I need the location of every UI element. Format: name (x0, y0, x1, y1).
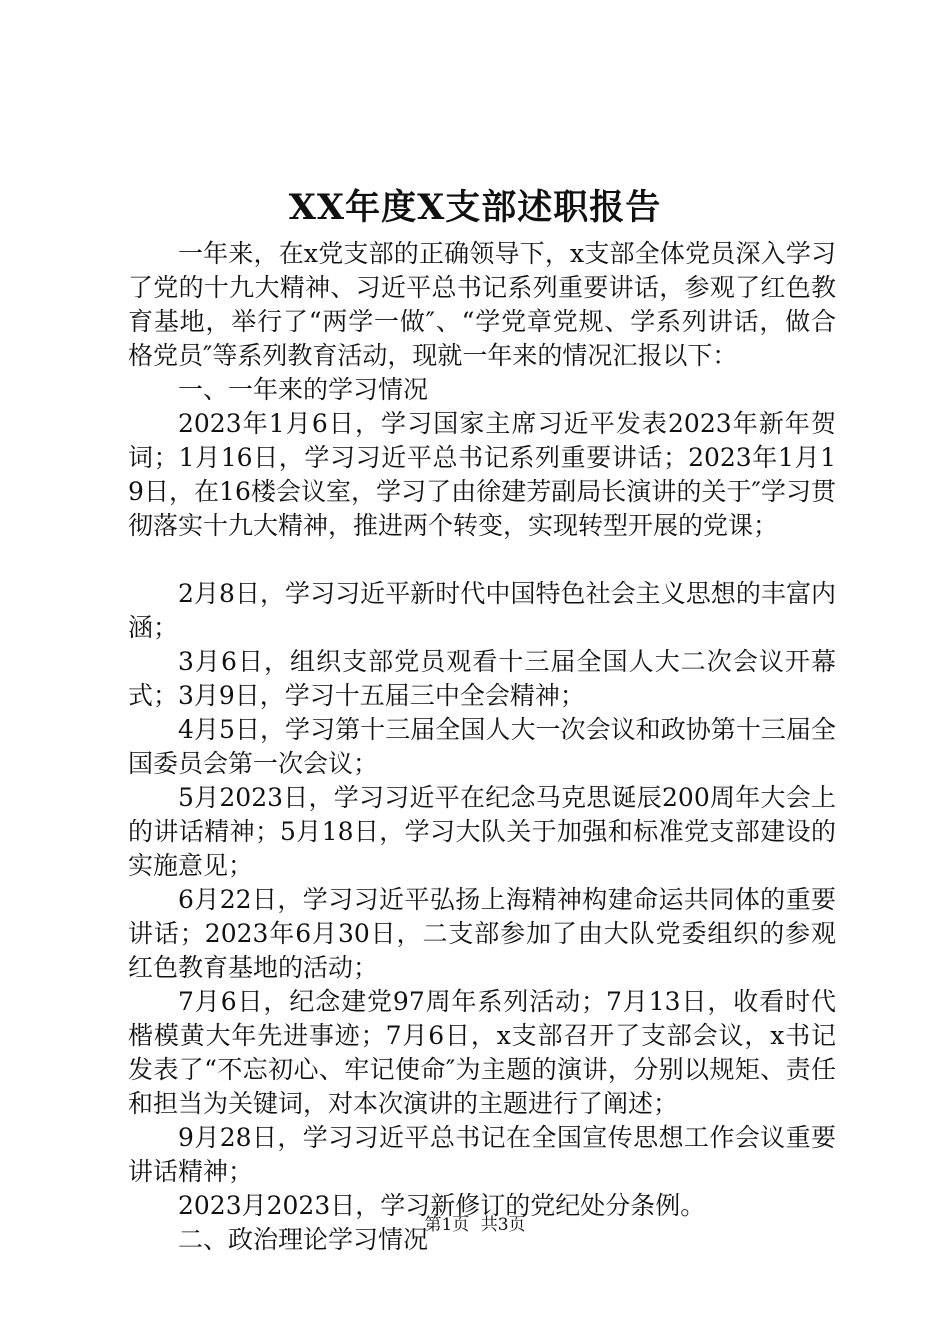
document-body (128, 237, 836, 1257)
paragraph-may: 5月2023日，学习习近平在纪念马克思诞辰200周年大会上的讲话精神；5月18日，学习大队关于加强和标准党支部建设的实施意见； (128, 783, 836, 880)
section-heading-2: 二、政治理论学习情况 (178, 1225, 429, 1254)
page-footer (0, 1213, 950, 1237)
paragraph-april: 4月5日，学习第十三届全国人大一次会议和政协第十三届全国委员会第一次会议； (128, 715, 836, 778)
intro-paragraph: 一年来，在x党支部的正确领导下，x支部全体党员深入学习了党的十九大精神、习近平总书记系列重要讲话，参观了红色教育基地，举行了“两学一做″、“学党章党规、学系列讲话，做合格党员″等系列教育活动，现就一年来的情况汇报以下： (128, 239, 836, 370)
blank-line (128, 543, 836, 577)
paragraph-february: 2月8日，学习习近平新时代中国特色社会主义思想的丰富内涵； (128, 579, 836, 642)
paragraph-june: 6月22日，学习习近平弘扬上海精神构建命运共同体的重要讲话；2023年6月30日，二支部参加了由大队党委组织的参观红色教育基地的活动； (128, 885, 836, 982)
paragraph-final-study: 2023月2023日，学习新修订的党纪处分条例。 (178, 1191, 706, 1220)
paragraph-september: 9月28日，学习习近平总书记在全国宣传思想工作会议重要讲话精神； (128, 1123, 836, 1186)
paragraph-january: 2023年1月6日，学习国家主席习近平发表2023年新年贺词；1月16日，学习习近平总书记系列重要讲话；2023年1月19日，在16楼会议室，学习了由徐建芳副局长演讲的关于″学习贯彻落实十九大精神，推进两个转变，实现转型开展的党课； (128, 409, 836, 540)
page-total: 共3页 (480, 1215, 526, 1235)
paragraph-march: 3月6日，组织支部党员观看十三届全国人大二次会议开幕式；3月9日，学习十五届三中全会精神； (128, 647, 836, 710)
paragraph-july: 7月6日，纪念建党97周年系列活动；7月13日，收看时代楷模黄大年先进事迹；7月6日，x支部召开了支部会议，x书记发表了“不忘初心、牢记使命″为主题的演讲，分别以规矩、责任和担当为关键词，对本次演讲的主题进行了阐述； (128, 987, 836, 1118)
document-title: XX年度X支部述职报告 (288, 187, 662, 228)
page-number: 第1页 (424, 1215, 470, 1235)
section-heading-1: 一、一年来的学习情况 (178, 375, 429, 404)
